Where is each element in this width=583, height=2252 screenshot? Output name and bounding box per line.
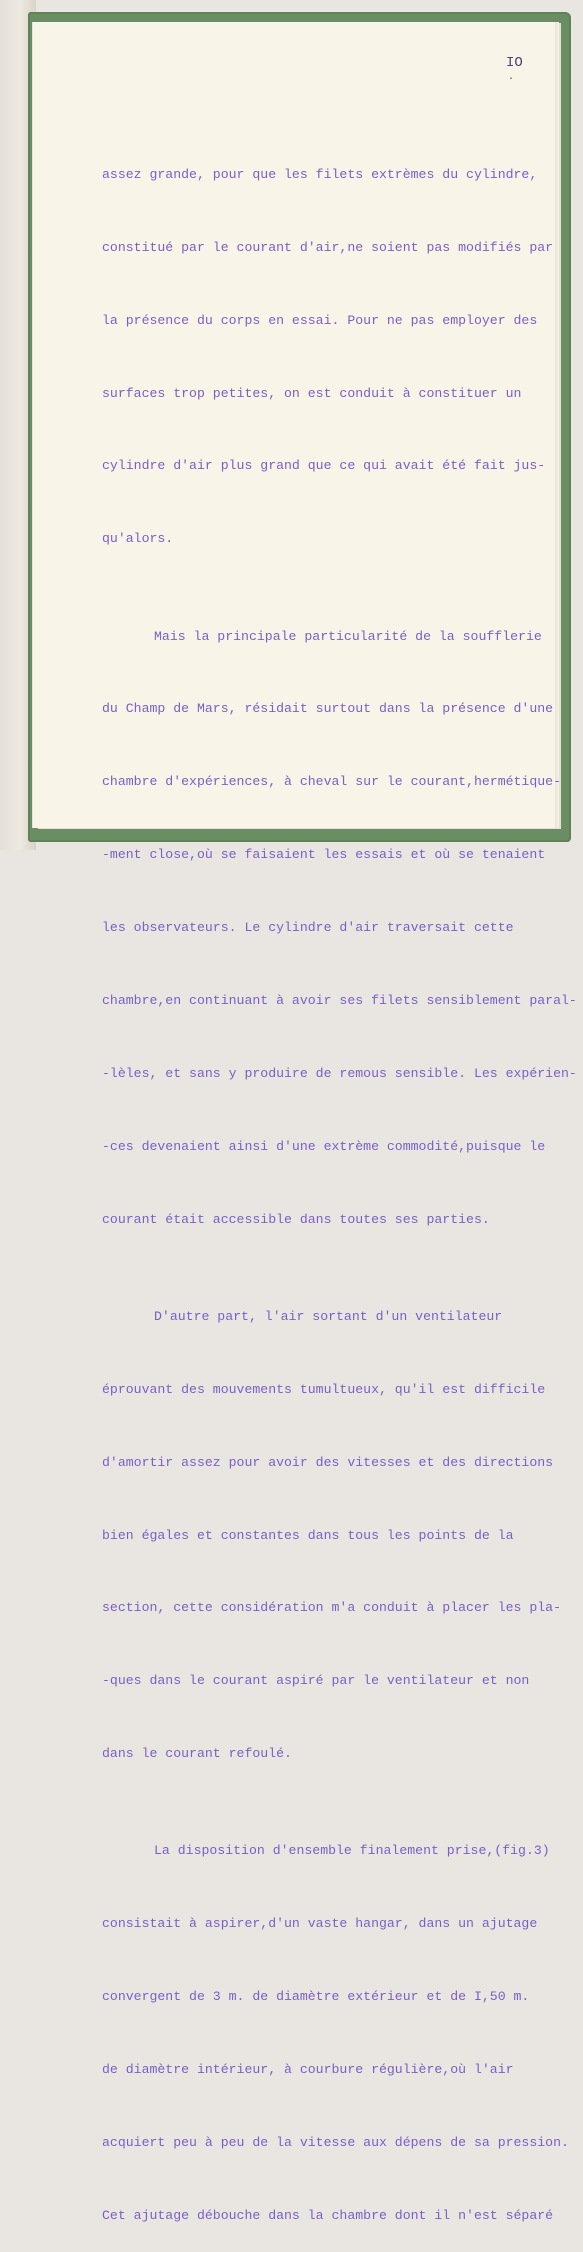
text-line: Mais la principale particularité de la soufflerie: [154, 628, 542, 644]
text-line: La disposition d'ensemble finalement prise,(fig.3): [154, 1843, 550, 1859]
text-line: constitué par le courant d'air,ne soient pas modifiés par: [102, 239, 554, 255]
text-line: qu'alors.: [102, 531, 174, 547]
text-line: la présence du corps en essai. Pour ne pas employer des: [102, 312, 538, 328]
text-line: section, cette considération m'a conduit à placer les pla-: [102, 1600, 561, 1616]
text-line: les observateurs. Le cylindre d'air traversait cette: [102, 920, 514, 936]
page-mark: .: [508, 72, 515, 83]
text-line: courant était accessible dans toutes ses parties.: [102, 1211, 490, 1227]
text-line: -lèles, et sans y produire de remous sensible. Les expérien-: [102, 1065, 577, 1081]
text-line: -ment close,où se faisaient les essais et où se tenaient: [102, 847, 546, 863]
text-line: d'amortir assez pour avoir des vitesses et des directions: [102, 1454, 554, 1470]
text-line: D'autre part, l'air sortant d'un ventilateur: [154, 1308, 503, 1324]
text-line: convergent de 3 m. de diamètre extérieur et de I,50 m.: [102, 1989, 530, 2005]
text-line: dans le courant refoulé.: [102, 1746, 292, 1762]
text-line: Cet ajutage débouche dans la chambre dont il n'est séparé: [102, 2207, 554, 2223]
text-line: -ques dans le courant aspiré par le ventilateur et non: [102, 1673, 530, 1689]
text-line: -ces devenaient ainsi d'une extrème commodité,puisque le: [102, 1138, 546, 1154]
text-line: surfaces trop petites, on est conduit à constituer un: [102, 385, 522, 401]
text-line: bien égales et constantes dans tous les points de la: [102, 1527, 514, 1543]
typewritten-text-body: [102, 90, 577, 2252]
text-line: consistait à aspirer,d'un vaste hangar, dans un ajutage: [102, 1916, 538, 1932]
text-line: du Champ de Mars, résidait surtout dans la présence d'une: [102, 701, 554, 717]
text-line: éprouvant des mouvements tumultueux, qu'il est difficile: [102, 1381, 546, 1397]
page-number: IO: [506, 55, 523, 71]
text-line: assez grande, pour que les filets extrèmes du cylindre,: [102, 166, 538, 182]
text-line: de diamètre intérieur, à courbure régulière,où l'air: [102, 2062, 514, 2078]
text-line: cylindre d'air plus grand que ce qui avait été fait jus-: [102, 458, 546, 474]
text-line: acquiert peu à peu de la vitesse aux dépens de sa pression.: [102, 2134, 569, 2150]
text-line: chambre,en continuant à avoir ses filets sensiblement paral-: [102, 992, 577, 1008]
text-line: chambre d'expériences, à cheval sur le courant,hermétique-: [102, 774, 561, 790]
